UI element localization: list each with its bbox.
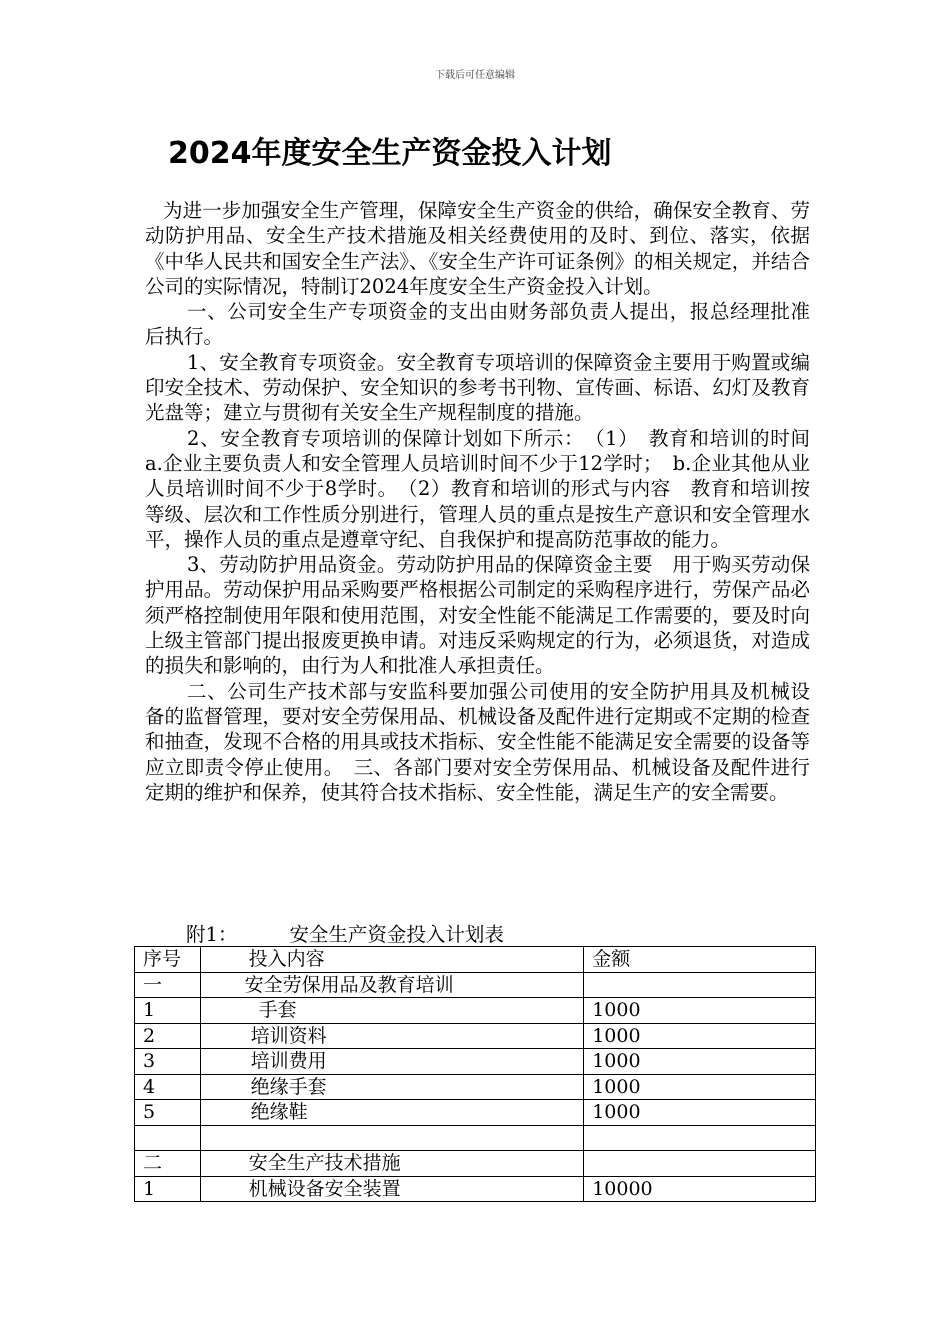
header-cell: 序号 [135, 947, 201, 973]
table-cell: 4 [135, 1074, 201, 1100]
table-cell: 安全劳保用品及教育培训 [200, 972, 584, 998]
table-cell: 3 [135, 1049, 201, 1075]
table-cell [135, 1125, 201, 1151]
header-cell: 金额 [584, 947, 816, 973]
table-cell: 安全生产技术措施 [200, 1151, 584, 1177]
table-row [135, 1074, 816, 1100]
table-cell: 绝缘鞋 [200, 1100, 584, 1126]
table-cell: 1 [135, 998, 201, 1024]
table-cell: 1000 [584, 1049, 816, 1075]
table-cell: 2 [135, 1023, 201, 1049]
table-cell [200, 1125, 584, 1151]
header-note: 下载后可任意编辑 [435, 70, 515, 81]
paragraph-intro: 为进一步加强安全生产管理，保障安全生产资金的供给，确保安全教育、劳动防护用品、安全生产技术措施及相关经费使用的及时、到位、落实，依据《中华人民共和国安全生产法》、《安全生产许可证条例》的相关规定，并结合公司的实际情况，特制订2024年度安全生产资金投入计划。 [145, 199, 810, 298]
table-cell: 绝缘手套 [200, 1074, 584, 1100]
table-cell [584, 1151, 816, 1177]
table-cell: 培训费用 [200, 1049, 584, 1075]
table-cell: 10000 [584, 1176, 816, 1202]
table-row [135, 972, 816, 998]
table-cell: 二 [135, 1151, 201, 1177]
attachment-label: 附1： [186, 923, 238, 946]
table-cell: 一 [135, 972, 201, 998]
table-row [135, 1151, 816, 1177]
table-cell: 手套 [200, 998, 584, 1024]
document-title: 2024年度安全生产资金投入计划 [168, 136, 612, 171]
table-cell: 机械设备安全装置 [200, 1176, 584, 1202]
table-cell: 5 [135, 1100, 201, 1126]
table-cell: 1 [135, 1176, 201, 1202]
table-row [135, 1049, 816, 1075]
paragraph-5: 二、公司生产技术部与安监科要加强公司使用的安全防护用具及机械设备的监督管理，要对安全劳保用品、机械设备及配件进行定期或不定期的检查和抽查，发现不合格的用具或技术指标、安全性能不能满足安全需要的设备等应立即责令停止使用。 三、各部门要对安全劳保用品、机械设备及配件进行定期的维护和保养，使其符合技术指标、安全性能，满足生产的安全需要。 [145, 679, 810, 804]
table-cell [584, 1125, 816, 1151]
table-row [135, 1100, 816, 1126]
attachment-caption [186, 919, 504, 947]
paragraph-4: 3、劳动防护用品资金。劳动防护用品的保障资金主要 用于购买劳动保护用品。劳动保护用品采购要严格根据公司制定的采购程序进行，劳保产品必须严格控制使用年限和使用范围，对安全性能不能满足工作需要的，要及时向上级主管部门提出报废更换申请。对违反采购规定的行为，必须退货，对造成的损失和影响的，由行为人和批准人承担责任。 [145, 553, 810, 678]
table-row [135, 998, 816, 1024]
attachment-title: 安全生产资金投入计划表 [289, 923, 504, 946]
paragraph-1: 一、公司安全生产专项资金的支出由财务部负责人提出，报总经理批准后执行。 [145, 300, 810, 349]
paragraph-2: 1、安全教育专项资金。安全教育专项培训的保障资金主要用于购置或编印安全技术、劳动保护、安全知识的参考书刊物、宣传画、标语、幻灯及教育光盘等；建立与贯彻有关安全生产规程制度的措施。 [145, 350, 810, 425]
paragraph-3: 2、安全教育专项培训的保障计划如下所示： （1） 教育和培训的时间 a.企业主要负责人和安全管理人员培训时间不少于12学时； b.企业其他从业人员培训时间不少于8学时。 （2）教育和培训的形式与内容 教育和培训按等级、层次和工作性质分别进行，管理人员的重点是按生产意识和安全管理水平，操作人员的重点是遵章守纪、自我保护和提高防范事故的能力。 [145, 426, 830, 551]
table-row-empty [135, 1125, 816, 1151]
table-row [135, 1176, 816, 1202]
investment-plan-table [134, 946, 816, 1202]
table-row [135, 1023, 816, 1049]
header-cell: 投入内容 [200, 947, 584, 973]
document-body [145, 198, 830, 805]
table-cell: 1000 [584, 1023, 816, 1049]
table-cell: 培训资料 [200, 1023, 584, 1049]
table-cell: 1000 [584, 1100, 816, 1126]
table-cell: 1000 [584, 1074, 816, 1100]
table-cell: 1000 [584, 998, 816, 1024]
table-cell [584, 972, 816, 998]
table-header-row [135, 947, 816, 973]
